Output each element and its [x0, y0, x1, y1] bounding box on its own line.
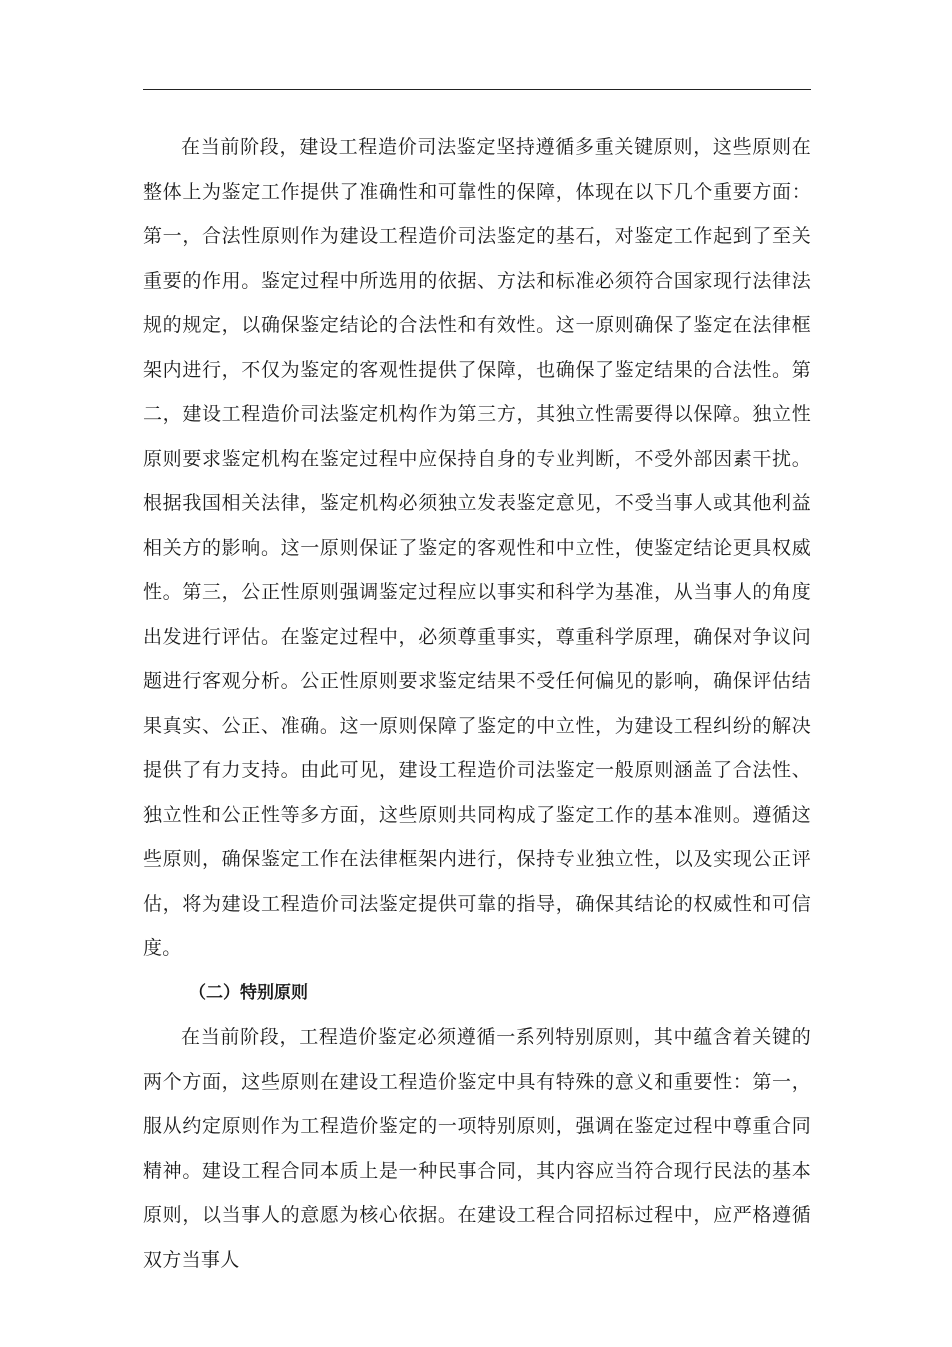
paragraph-special-principles: 在当前阶段，工程造价鉴定必须遵循一系列特别原则，其中蕴含着关键的两个方面，这些原则在建设工程造价鉴定中具有特殊的意义和重要性：第一，服从约定原则作为工程造价鉴定的一项特别原则，强调在鉴定过程中尊重合同精神。建设工程合同本质上是一种民事合同，其内容应当符合现行民法的基本原则，以当事人的意愿为核心依据。在建设工程合同招标过程中，应严格遵循双方当事人 — [143, 1026, 811, 1271]
document-body — [143, 125, 811, 1282]
header-rule — [143, 89, 811, 90]
paragraph-general-principles: 在当前阶段，建设工程造价司法鉴定坚持遵循多重关键原则，这些原则在整体上为鉴定工作提供了准确性和可靠性的保障，体现在以下几个重要方面：第一，合法性原则作为建设工程造价司法鉴定的基石，对鉴定工作起到了至关重要的作用。鉴定过程中所选用的依据、方法和标准必须符合国家现行法律法规的规定，以确保鉴定结论的合法性和有效性。这一原则确保了鉴定在法律框架内进行，不仅为鉴定的客观性提供了保障，也确保了鉴定结果的合法性。第二，建设工程造价司法鉴定机构作为第三方，其独立性需要得以保障。独立性原则要求鉴定机构在鉴定过程中应保持自身的专业判断，不受外部因素干扰。根据我国相关法律，鉴定机构必须独立发表鉴定意见，不受当事人或其他利益相关方的影响。这一原则保证了鉴定的客观性和中立性，使鉴定结论更具权威性。第三，公正性原则强调鉴定过程应以事实和科学为基准，从当事人的角度出发进行评估。在鉴定过程中，必须尊重事实，尊重科学原理，确保对争议问题进行客观分析。公正性原则要求鉴定结果不受任何偏见的影响，确保评估结果真实、公正、准确。这一原则保障了鉴定的中立性，为建设工程纠纷的解决提供了有力支持。由此可见，建设工程造价司法鉴定一般原则涵盖了合法性、独立性和公正性等多方面，这些原则共同构成了鉴定工作的基本准则。遵循这些原则，确保鉴定工作在法律框架内进行，保持专业独立性，以及实现公正评估，将为建设工程造价司法鉴定提供可靠的指导，确保其结论的权威性和可信度。 — [143, 136, 811, 959]
section-heading: （二）特别原则 — [189, 982, 308, 1003]
